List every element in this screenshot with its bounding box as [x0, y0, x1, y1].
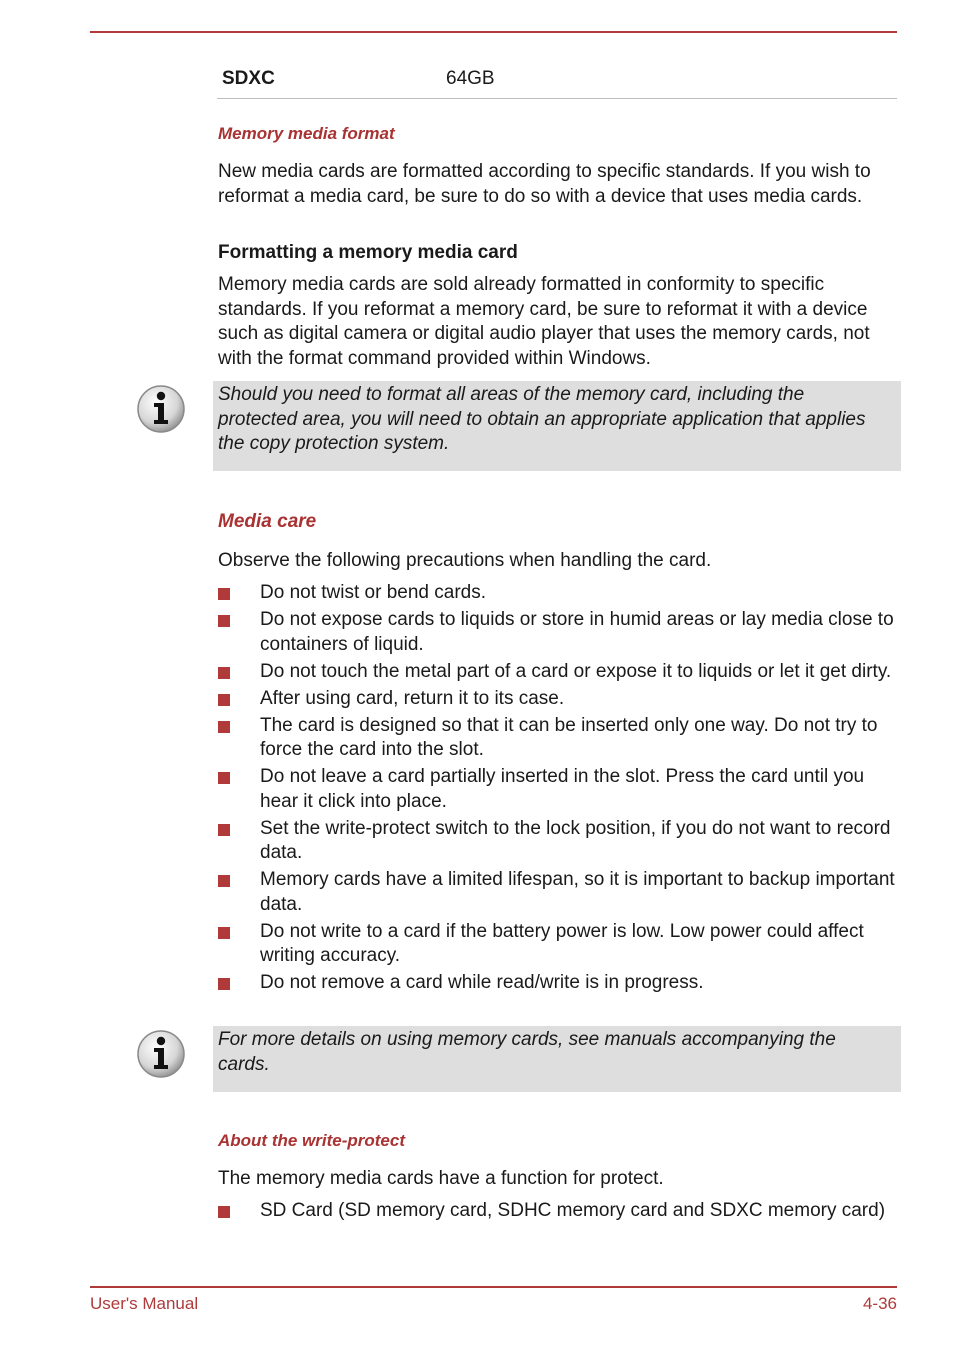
bullet-square-icon [218, 875, 230, 887]
bullet-square-icon [218, 667, 230, 679]
spec-name: SDXC [222, 68, 275, 89]
memory-format-body: Memory media cards are sold already formatted in conformity to specific standards. If you reformat a memory card, be sure to reformat it with a device such as digital camera or digital audio player that uses the memory cards, not with the format command provided within Windows. [218, 274, 870, 369]
memory-format-intro: New media cards are formatted according to specific standards. If you wish to reformat a media card, be sure to do so with a device that uses media cards. [218, 161, 871, 207]
spec-value: 64GB [446, 68, 495, 89]
list-item: Set the write-protect switch to the lock position, if you do not want to record data. [218, 817, 898, 866]
bullet-square-icon [218, 978, 230, 990]
spec-table-row [217, 64, 897, 99]
list-item: Do not remove a card while read/write is in progress. [218, 971, 898, 996]
bullet-square-icon [218, 824, 230, 836]
list-item: SD Card (SD memory card, SDHC memory card and SDXC memory card) [218, 1199, 898, 1224]
note-format-protected [213, 381, 901, 471]
list-item: Do not touch the metal part of a card or expose it to liquids or let it get dirty. [218, 660, 898, 685]
bullet-square-icon [218, 772, 230, 784]
note-text: Should you need to format all areas of the memory card, including the protected area, you will need to obtain an appropriate application that applies the copy protection system. [218, 384, 866, 454]
write-protect-intro: The memory media cards have a function for protect. [218, 1168, 664, 1189]
list-item: Do not write to a card if the battery power is low. Low power could affect writing accuracy. [218, 920, 898, 969]
list-item: Do not leave a card partially inserted in the slot. Press the card until you hear it click into place. [218, 765, 898, 814]
list-item: After using card, return it to its case. [218, 687, 898, 712]
info-icon [136, 1029, 186, 1079]
media-care-list [218, 581, 898, 998]
footer-manual-title: User's Manual [90, 1294, 199, 1313]
write-protect-list [218, 1199, 898, 1226]
bullet-square-icon [218, 694, 230, 706]
bullet-square-icon [218, 588, 230, 600]
bullet-square-icon [218, 615, 230, 627]
header-rule [90, 31, 897, 33]
list-item: Do not expose cards to liquids or store in humid areas or lay media close to containers of liquid. [218, 608, 898, 657]
heading-media-care: Media care [218, 511, 317, 532]
info-icon [136, 384, 186, 434]
heading-memory-media-format: Memory media format [218, 124, 395, 143]
list-item: Memory cards have a limited lifespan, so it is important to backup important data. [218, 868, 898, 917]
subheading-formatting: Formatting a memory media card [218, 242, 518, 263]
bullet-square-icon [218, 927, 230, 939]
footer-rule [90, 1286, 897, 1288]
media-care-intro: Observe the following precautions when handling the card. [218, 550, 712, 571]
footer-page-number: 4-36 [862, 1294, 897, 1313]
note-more-details [213, 1026, 901, 1092]
list-item: Do not twist or bend cards. [218, 581, 898, 606]
bullet-square-icon [218, 721, 230, 733]
bullet-square-icon [218, 1206, 230, 1218]
note-text: For more details on using memory cards, see manuals accompanying the cards. [218, 1029, 836, 1075]
heading-write-protect: About the write-protect [218, 1131, 405, 1150]
list-item: The card is designed so that it can be inserted only one way. Do not try to force the card into the slot. [218, 714, 898, 763]
